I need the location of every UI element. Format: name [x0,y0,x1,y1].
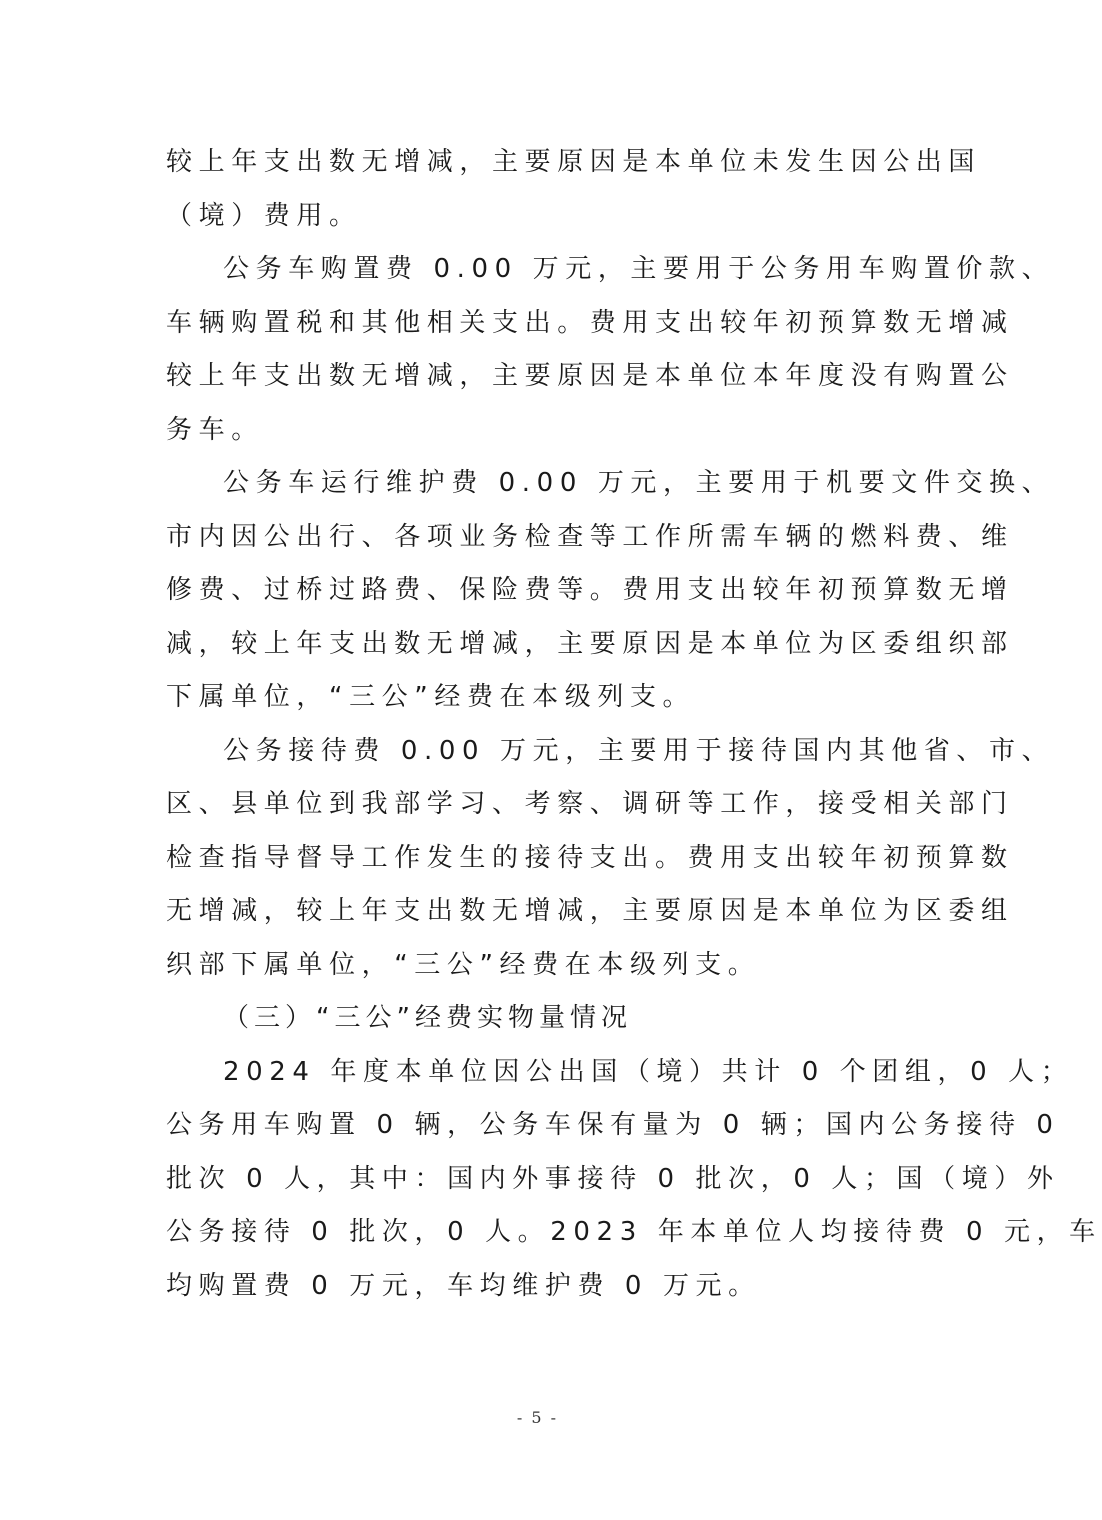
page-number: - 5 - [516,1408,559,1427]
paragraph-start-line: 公务车购置费 0.00 万元，主要用于公务用车购置价款、 [223,254,1055,284]
text-line: 均购置费 0 万元，车均维护费 0 万元。 [166,1270,761,1301]
text-line: 务车。 [166,414,264,445]
text-line: 区、县单位到我部学习、考察、调研等工作，接受相关部门 [166,789,1014,819]
text-line: 批次 0 人，其中：国内外事接待 0 批次，0 人；国（境）外 [166,1163,1060,1194]
paragraph-start-line: 公务车运行维护费 0.00 万元，主要用于机要文件交换、 [223,468,1055,498]
text-line: 检查指导督导工作发生的接待支出。费用支出较年初预算数 [166,842,1014,873]
text-line: 公务接待 0 批次，0 人。2023 年本单位人均接待费 0 元，车 [166,1217,1102,1247]
section-heading: （三）“三公”经费实物量情况 [223,1003,632,1033]
paragraph-start-line: 2024 年度本单位因公出国（境）共计 0 个团组，0 人； [223,1056,1074,1087]
text-line: 减，较上年支出数无增减，主要原因是本单位为区委组织部 [166,628,1014,659]
text-line: 车辆购置税和其他相关支出。费用支出较年初预算数无增减 [166,307,1014,338]
text-line: （境）费用。 [166,200,362,231]
document-body [166,136,1102,1313]
text-line: 下属单位，“三公”经费在本级列支。 [166,682,696,712]
text-line: 公务用车购置 0 辆，公务车保有量为 0 辆；国内公务接待 0 [166,1110,1060,1140]
text-line: 修费、过桥过路费、保险费等。费用支出较年初预算数无增 [166,575,1014,605]
text-line: 织部下属单位，“三公”经费在本级列支。 [166,949,761,980]
text-line: 无增减，较上年支出数无增减，主要原因是本单位为区委组 [166,896,1014,926]
text-line: 较上年支出数无增减，主要原因是本单位本年度没有购置公 [166,361,1014,391]
text-line: 较上年支出数无增减，主要原因是本单位未发生因公出国 [166,147,982,177]
paragraph-start-line: 公务接待费 0.00 万元，主要用于接待国内其他省、市、 [223,735,1055,766]
text-line: 市内因公出行、各项业务检查等工作所需车辆的燃料费、维 [166,521,1014,552]
